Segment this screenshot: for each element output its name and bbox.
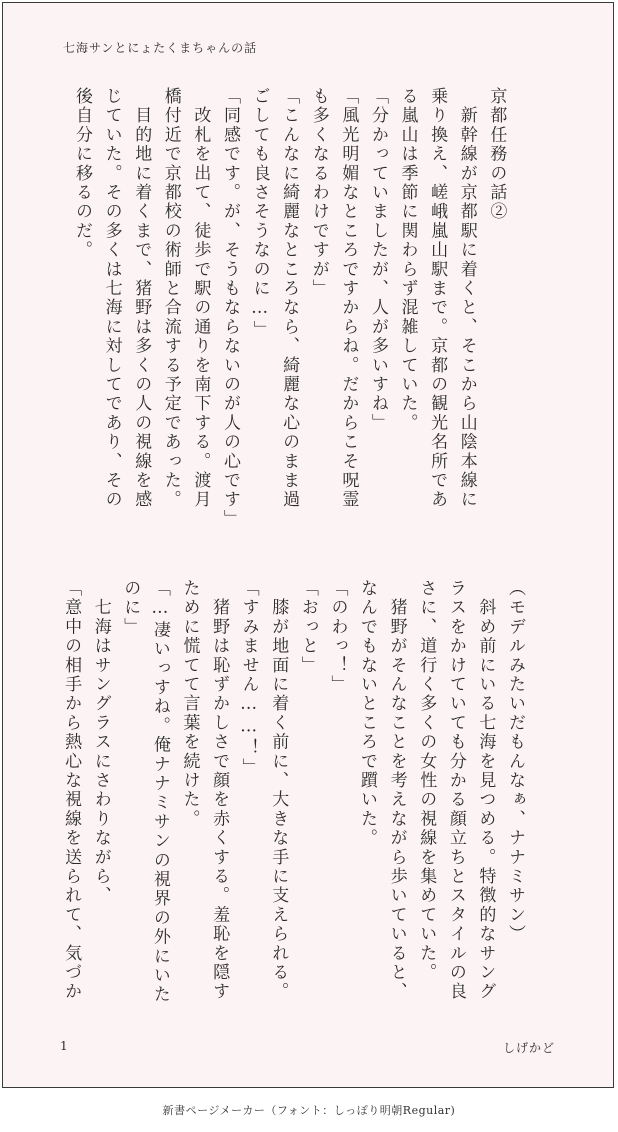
text-line: なんでもないところで躓いた。 (357, 579, 378, 848)
chapter-title: 京都任務の話② (486, 87, 507, 222)
book-page (2, 2, 614, 1088)
text-line: 乗り換え、嵯峨嵐山駅まで。京都の観光名所であ (427, 87, 448, 510)
text-line: 「おっと」 (297, 579, 318, 675)
text-line: 膝が地面に着く前に、大きな手に支えられる。 (268, 579, 289, 1002)
text-line: 七海はサングラスにさわりながら、 (90, 579, 111, 906)
text-line: も多くなるわけですが」 (308, 87, 329, 299)
text-line: （モデルみたいだもんなぁ、ナナミサン） (505, 579, 525, 944)
text-line: 猪野は恥ずかしさで顔を赤くする。羞恥を隠す (209, 579, 230, 1002)
generator-credit: 新書ページメーカー（フォント：しっぽり明朝Regular) (162, 1104, 456, 1117)
text-line: 「のわっ！」 (327, 579, 348, 695)
text-line: じていた。その多くは七海に対してであり、その (101, 87, 122, 510)
text-line: 「…凄いっすね。俺ナナミサンの視界の外にいた (149, 579, 170, 1005)
text-line: 改札を出て、徒歩で駅の通りを南下する。渡月 (190, 87, 211, 510)
text-line: 橋付近で京都校の術師と合流する予定であった。 (160, 87, 181, 510)
running-header-title: 七海サンとにょたくまちゃんの話 (63, 41, 258, 55)
text-line: 後自分に移るのだ。 (72, 87, 92, 260)
text-line: さに、道行く多くの女性の視線を集めていた。 (416, 579, 437, 983)
lower-text-column (56, 579, 530, 1029)
text-line: 猪野がそんなことを考えながら歩いていると、 (386, 579, 407, 1002)
text-line: 新幹線が京都駅に着くと、そこから山陰本線に (456, 87, 477, 510)
text-line: のに」 (120, 579, 141, 637)
text-line: 目的地に着くまで、猪野は多くの人の視線を感 (131, 87, 152, 510)
text-line: ごしても良さそうなのに…」 (249, 87, 270, 340)
text-line: る嵐山は季節に関わらず混雑していた。 (397, 87, 418, 433)
text-line: 「すみません……！」 (238, 579, 259, 777)
text-line: 斜め前にいる七海を見つめる。特徴的なサング (475, 579, 496, 1002)
text-line: ために慌てて言葉を続けた。 (179, 579, 200, 829)
text-line: 「風光明媚なところですからね。だからこそ呪霊 (338, 87, 359, 510)
page-number: 1 (60, 1039, 68, 1053)
text-line: 「分かっていましたが、人が多いすね」 (367, 87, 388, 433)
text-line: 「同感です。が、そうもならないのが人の心です」 (219, 87, 240, 529)
author-name: しげかど (502, 1041, 555, 1055)
text-line: ラスをかけていても分かる顔立ちとスタイルの良 (445, 579, 466, 1002)
text-line: 「意中の相手から熱心な視線を送られて、気づか (61, 579, 82, 1002)
text-line: 「こんなに綺麗なところなら、綺麗な心のまま過 (279, 87, 300, 510)
upper-text-column (66, 87, 529, 537)
